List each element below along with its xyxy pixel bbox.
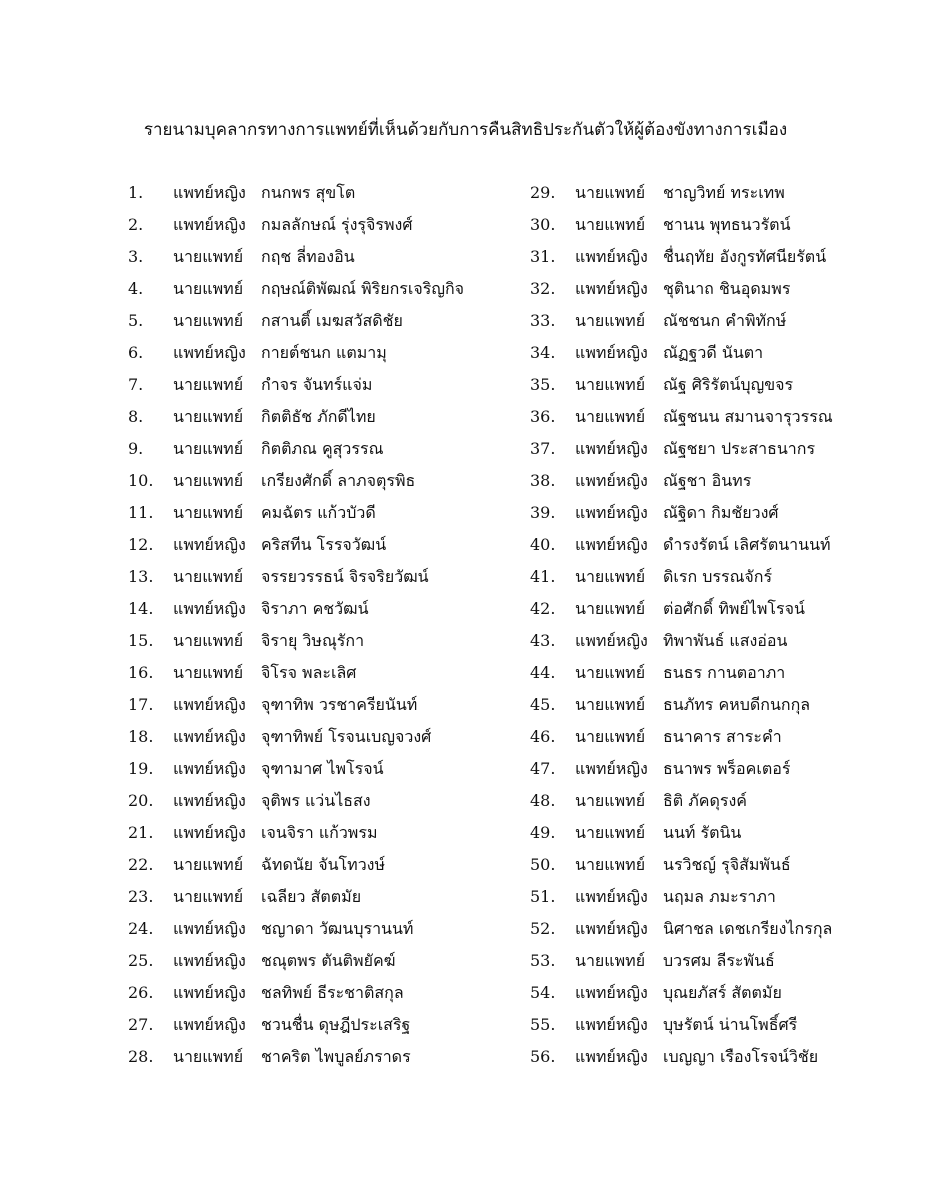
entry-number: 19.: [128, 759, 154, 778]
entry-title: แพทย์หญิง: [575, 1015, 648, 1034]
entry-title: นายแพทย์: [575, 855, 646, 874]
entry-number: 10.: [128, 471, 154, 490]
entry-title: นายแพทย์: [173, 887, 244, 906]
entry-name: ชลทิพย์ ธีระชาติสกุล: [261, 983, 404, 1002]
entry-name: กฤช ลี่ทองอิน: [261, 247, 355, 266]
entry-number: 20.: [128, 791, 154, 810]
entry-title: นายแพทย์: [173, 279, 244, 298]
list-item: [530, 273, 931, 305]
list-item: [530, 657, 931, 689]
list-item: [128, 337, 548, 369]
list-item: [128, 273, 548, 305]
entry-number: 13.: [128, 567, 154, 586]
list-item: [128, 241, 548, 273]
entry-name: ณัชชนก คำพิทักษ์: [663, 311, 787, 330]
list-item: [530, 593, 931, 625]
list-item: [128, 433, 548, 465]
entry-number: 32.: [530, 279, 556, 298]
entry-name: ชาคริต ไพบูลย์ภราดร: [261, 1047, 411, 1066]
entry-number: 53.: [530, 951, 556, 970]
entry-name: ต่อศักดิ์ ทิพย์ไพโรจน์: [663, 599, 805, 618]
list-item: [128, 369, 548, 401]
entry-title: แพทย์หญิง: [173, 599, 246, 618]
entry-number: 33.: [530, 311, 556, 330]
entry-number: 43.: [530, 631, 556, 650]
entry-number: 3.: [128, 247, 144, 266]
entry-title: นายแพทย์: [173, 631, 244, 650]
entry-name: นรวิชญ์ รุจิสัมพันธ์: [663, 855, 791, 874]
entry-title: แพทย์หญิง: [173, 983, 246, 1002]
list-column-right: [530, 177, 931, 1073]
entry-name: ชาญวิทย์ ทระเทพ: [663, 183, 785, 202]
entry-name: ณัฐชา อินทร: [663, 471, 752, 490]
entry-name: กิตติธัช ภักดีไทย: [261, 407, 376, 426]
entry-name: ชื่นฤทัย อังกูรทัศนียรัตน์: [663, 247, 827, 266]
entry-number: 47.: [530, 759, 556, 778]
entry-number: 45.: [530, 695, 556, 714]
entry-title: นายแพทย์: [575, 823, 646, 842]
entry-title: แพทย์หญิง: [173, 343, 246, 362]
entry-title: แพทย์หญิง: [173, 1015, 246, 1034]
entry-number: 11.: [128, 503, 154, 522]
entry-number: 42.: [530, 599, 556, 618]
entry-name: กสานติ์ เมฆสวัสดิชัย: [261, 311, 403, 330]
entry-name: ชวนชื่น ดุษฎีประเสริฐ: [261, 1015, 411, 1034]
entry-title: แพทย์หญิง: [575, 887, 648, 906]
entry-number: 6.: [128, 343, 144, 362]
entry-name: ชานน พุทธนวรัตน์: [663, 215, 791, 234]
entry-title: แพทย์หญิง: [575, 535, 648, 554]
entry-number: 35.: [530, 375, 556, 394]
entry-number: 41.: [530, 567, 556, 586]
entry-number: 8.: [128, 407, 144, 426]
entry-title: นายแพทย์: [173, 567, 244, 586]
entry-title: แพทย์หญิง: [575, 439, 648, 458]
entry-title: นายแพทย์: [575, 951, 646, 970]
entry-number: 38.: [530, 471, 556, 490]
list-item: [530, 1041, 931, 1073]
entry-number: 9.: [128, 439, 144, 458]
entry-title: นายแพทย์: [575, 695, 646, 714]
entry-number: 29.: [530, 183, 556, 202]
entry-name: จรรยวรรธน์ จิรจริยวัฒน์: [261, 567, 429, 586]
entry-title: นายแพทย์: [575, 727, 646, 746]
entry-number: 12.: [128, 535, 154, 554]
entry-name: ณัฐชยา ประสาธนากร: [663, 439, 816, 458]
entry-title: แพทย์หญิง: [173, 183, 246, 202]
entry-number: 36.: [530, 407, 556, 426]
entry-name: จุฑามาศ ไพโรจน์: [261, 759, 384, 778]
entry-name: ณัฐชนน สมานจารุวรรณ: [663, 407, 833, 426]
entry-title: แพทย์หญิง: [173, 215, 246, 234]
entry-name: จุฑาทิพ วรชาครียนันท์: [261, 695, 418, 714]
entry-name: บวรศม ลีระพันธ์: [663, 951, 775, 970]
entry-name: ดิเรก บรรณจักร์: [663, 567, 773, 586]
list-item: [128, 657, 548, 689]
entry-number: 40.: [530, 535, 556, 554]
list-item: [530, 721, 931, 753]
entry-number: 18.: [128, 727, 154, 746]
entry-name: จิโรจ พละเลิศ: [261, 663, 357, 682]
list-item: [128, 945, 548, 977]
entry-name: คริสทีน โรรจวัฒน์: [261, 535, 387, 554]
list-item: [128, 305, 548, 337]
entry-title: นายแพทย์: [575, 567, 646, 586]
entry-title: แพทย์หญิง: [173, 823, 246, 842]
entry-title: นายแพทย์: [173, 663, 244, 682]
entry-title: แพทย์หญิง: [575, 247, 648, 266]
entry-title: แพทย์หญิง: [173, 695, 246, 714]
entry-title: นายแพทย์: [575, 599, 646, 618]
entry-title: นายแพทย์: [173, 503, 244, 522]
list-item: [128, 497, 548, 529]
entry-title: นายแพทย์: [173, 407, 244, 426]
list-item: [128, 721, 548, 753]
entry-number: 28.: [128, 1047, 154, 1066]
list-item: [530, 465, 931, 497]
entry-title: นายแพทย์: [575, 215, 646, 234]
list-item: [530, 209, 931, 241]
entry-number: 23.: [128, 887, 154, 906]
entry-number: 39.: [530, 503, 556, 522]
entry-title: แพทย์หญิง: [575, 1047, 648, 1066]
entry-number: 15.: [128, 631, 154, 650]
entry-number: 26.: [128, 983, 154, 1002]
entry-number: 24.: [128, 919, 154, 938]
entry-title: นายแพทย์: [173, 1047, 244, 1066]
entry-name: จุฑาทิพย์ โรจนเบญจวงศ์: [261, 727, 432, 746]
entry-name: นนท์ รัตนิน: [663, 823, 742, 842]
list-item: [530, 785, 931, 817]
entry-name: กิตติภณ คูสุวรรณ: [261, 439, 384, 458]
list-item: [530, 241, 931, 273]
entry-number: 51.: [530, 887, 556, 906]
list-item: [128, 209, 548, 241]
list-item: [128, 753, 548, 785]
entry-number: 30.: [530, 215, 556, 234]
list-item: [128, 977, 548, 1009]
entry-number: 5.: [128, 311, 144, 330]
entry-title: นายแพทย์: [575, 663, 646, 682]
list-item: [128, 1041, 548, 1073]
entry-title: นายแพทย์: [173, 855, 244, 874]
entry-title: แพทย์หญิง: [575, 471, 648, 490]
entry-title: แพทย์หญิง: [575, 279, 648, 298]
list-item: [530, 401, 931, 433]
entry-name: กมลลักษณ์ รุ่งรุจิรพงศ์: [261, 215, 413, 234]
entry-name: ดำรงรัตน์ เลิศรัตนานนท์: [663, 535, 831, 554]
entry-number: 56.: [530, 1047, 556, 1066]
entry-name: กฤษณ์ติพัฒณ์ พิริยกรเจริญกิจ: [261, 279, 465, 298]
list-item: [128, 785, 548, 817]
list-item: [530, 561, 931, 593]
entry-title: นายแพทย์: [575, 375, 646, 394]
entry-number: 2.: [128, 215, 144, 234]
list-item: [128, 625, 548, 657]
list-item: [530, 945, 931, 977]
entry-title: แพทย์หญิง: [173, 951, 246, 970]
entry-number: 17.: [128, 695, 154, 714]
entry-title: นายแพทย์: [173, 247, 244, 266]
list-item: [530, 369, 931, 401]
list-item: [530, 817, 931, 849]
entry-number: 48.: [530, 791, 556, 810]
entry-name: ชณุตพร ตันติพยัคฆ์: [261, 951, 396, 970]
entry-number: 55.: [530, 1015, 556, 1034]
entry-number: 31.: [530, 247, 556, 266]
entry-title: แพทย์หญิง: [173, 535, 246, 554]
entry-title: แพทย์หญิง: [575, 631, 648, 650]
entry-name: ธนาพร พร็อคเตอร์: [663, 759, 791, 778]
entry-number: 50.: [530, 855, 556, 874]
entry-name: กำจร จันทร์แจ่ม: [261, 375, 373, 394]
list-item: [530, 753, 931, 785]
entry-name: ชญาดา วัฒนบุรานนท์: [261, 919, 414, 938]
entry-title: นายแพทย์: [173, 311, 244, 330]
list-item: [128, 401, 548, 433]
entry-name: ณัฐิดา กิมชัยวงศ์: [663, 503, 779, 522]
entry-title: แพทย์หญิง: [173, 919, 246, 938]
entry-name: ณัฐ ศิริรัตน์บุญขจร: [663, 375, 794, 394]
entry-title: นายแพทย์: [173, 439, 244, 458]
entry-title: นายแพทย์: [575, 311, 646, 330]
entry-number: 22.: [128, 855, 154, 874]
entry-number: 21.: [128, 823, 154, 842]
list-item: [128, 913, 548, 945]
entry-name: เบญญา เรืองโรจน์วิชัย: [663, 1047, 819, 1066]
entry-title: แพทย์หญิง: [575, 983, 648, 1002]
entry-number: 37.: [530, 439, 556, 458]
entry-number: 44.: [530, 663, 556, 682]
list-item: [530, 337, 931, 369]
entry-title: แพทย์หญิง: [173, 727, 246, 746]
entry-number: 34.: [530, 343, 556, 362]
entry-name: ฉัทดนัย จันโทวงษ์: [261, 855, 386, 874]
list-item: [530, 177, 931, 209]
entry-name: บุษรัตน์ น่านโพธิ์ศรี: [663, 1015, 798, 1034]
entry-number: 54.: [530, 983, 556, 1002]
list-item: [530, 689, 931, 721]
list-column-left: [128, 177, 548, 1073]
entry-name: จิรายุ วิษณุรักา: [261, 631, 365, 650]
entry-title: แพทย์หญิง: [575, 503, 648, 522]
entry-name: ธิติ ภัคดุรงค์: [663, 791, 747, 810]
list-item: [128, 177, 548, 209]
list-item: [128, 689, 548, 721]
entry-name: ณัฏฐวดี นันตา: [663, 343, 764, 362]
entry-title: แพทย์หญิง: [173, 791, 246, 810]
entry-name: จิราภา คชวัฒน์: [261, 599, 369, 618]
entry-name: ธนภัทร คหบดีกนกกุล: [663, 695, 811, 714]
entry-number: 1.: [128, 183, 144, 202]
list-item: [530, 497, 931, 529]
list-item: [128, 881, 548, 913]
entry-name: เฉลียว สัตตมัย: [261, 887, 362, 906]
list-item: [128, 817, 548, 849]
entry-number: 25.: [128, 951, 154, 970]
list-item: [128, 465, 548, 497]
entry-name: กายต์ชนก แตมามุ: [261, 343, 387, 362]
entry-number: 4.: [128, 279, 144, 298]
list-item: [530, 881, 931, 913]
list-item: [530, 305, 931, 337]
list-item: [128, 561, 548, 593]
entry-title: แพทย์หญิง: [575, 919, 648, 938]
entry-title: นายแพทย์: [575, 183, 646, 202]
entry-name: กนกพร สุขโต: [261, 183, 356, 202]
entry-name: บุณยภัสร์ สัตตมัย: [663, 983, 782, 1002]
entry-title: แพทย์หญิง: [575, 759, 648, 778]
list-item: [530, 433, 931, 465]
list-item: [530, 977, 931, 1009]
entry-name: ทิพาพันธ์ แสงอ่อน: [663, 631, 788, 650]
entry-name: ธนธร กานตอาภา: [663, 663, 786, 682]
list-item: [530, 625, 931, 657]
entry-number: 14.: [128, 599, 154, 618]
entry-number: 16.: [128, 663, 154, 682]
entry-name: นิศาชล เดชเกรียงไกรกุล: [663, 919, 833, 938]
list-item: [530, 849, 931, 881]
entry-name: เกรียงศักดิ์ ลาภจตุรพิธ: [261, 471, 416, 490]
list-item: [128, 529, 548, 561]
entry-name: เจนจิรา แก้วพรม: [261, 823, 378, 842]
entry-number: 52.: [530, 919, 556, 938]
list-item: [128, 849, 548, 881]
entry-name: ชุตินาถ ชินอุดมพร: [663, 279, 791, 298]
list-item: [128, 593, 548, 625]
entry-title: แพทย์หญิง: [575, 343, 648, 362]
entry-name: จุติพร แว่นไธสง: [261, 791, 371, 810]
document-title: รายนามบุคลากรทางการแพทย์ที่เห็นด้วยกับการคืนสิทธิประกันตัวให้ผู้ต้องขังทางการเมือง: [143, 120, 788, 140]
entry-name: ธนาคาร สาระคำ: [663, 727, 782, 746]
entry-number: 7.: [128, 375, 144, 394]
list-item: [530, 1009, 931, 1041]
list-item: [128, 1009, 548, 1041]
entry-title: แพทย์หญิง: [173, 759, 246, 778]
entry-number: 49.: [530, 823, 556, 842]
entry-name: นฤมล ภมะราภา: [663, 887, 776, 906]
list-item: [530, 529, 931, 561]
entry-title: นายแพทย์: [173, 375, 244, 394]
entry-number: 27.: [128, 1015, 154, 1034]
entry-title: นายแพทย์: [575, 407, 646, 426]
entry-name: คมฉัตร แก้วบัวดี: [261, 503, 376, 522]
list-item: [530, 913, 931, 945]
entry-title: นายแพทย์: [575, 791, 646, 810]
entry-number: 46.: [530, 727, 556, 746]
entry-title: นายแพทย์: [173, 471, 244, 490]
